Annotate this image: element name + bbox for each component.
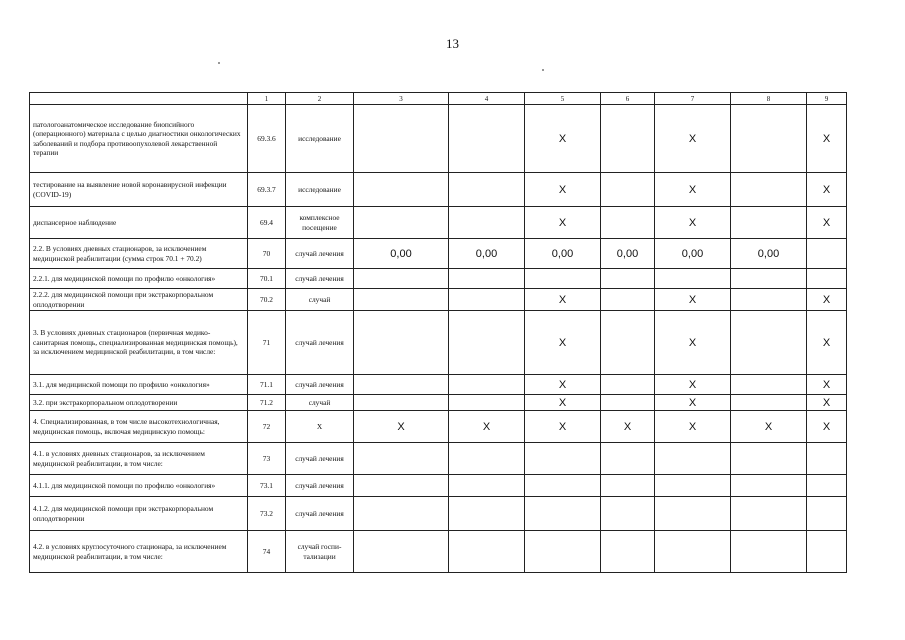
value-cell-col6 xyxy=(601,311,655,375)
value-cell-col6 xyxy=(601,173,655,207)
row-name-cell: 4.1.1. для медицинской помощи по профилю «онкология» xyxy=(30,475,248,497)
value-cell-col7 xyxy=(655,475,731,497)
value-cell-col4 xyxy=(449,443,525,475)
value-cell-col4 xyxy=(449,173,525,207)
row-unit-cell: исследование xyxy=(286,105,354,173)
table-row xyxy=(30,411,847,443)
value-cell-col8 xyxy=(731,375,807,395)
value-cell-col3 xyxy=(354,475,449,497)
value-cell-col7: X xyxy=(655,411,731,443)
row-code-cell: 73 xyxy=(248,443,286,475)
value-cell-col6 xyxy=(601,443,655,475)
row-code-cell: 73.2 xyxy=(248,497,286,531)
value-cell-col3 xyxy=(354,443,449,475)
page-number: 13 xyxy=(446,36,459,51)
report-table xyxy=(29,92,847,573)
table-body xyxy=(30,93,847,573)
table-row xyxy=(30,375,847,395)
value-cell-col7 xyxy=(655,269,731,289)
row-unit-cell: случай xyxy=(286,395,354,411)
row-unit-cell: случай лечения xyxy=(286,497,354,531)
value-cell-col3 xyxy=(354,497,449,531)
row-name-cell: тестирование на выявление новой коронавирусной инфекции (COVID-19) xyxy=(30,173,248,207)
value-cell-col8 xyxy=(731,395,807,411)
row-name-cell: 3.2. при экстракорпоральном оплодотворении xyxy=(30,395,248,411)
row-code-cell: 70.2 xyxy=(248,289,286,311)
row-code-cell: 73.1 xyxy=(248,475,286,497)
value-cell-col9 xyxy=(807,239,847,269)
value-cell-col3 xyxy=(354,395,449,411)
value-cell-col3 xyxy=(354,289,449,311)
row-code-cell: 71.1 xyxy=(248,375,286,395)
value-cell-col9 xyxy=(807,269,847,289)
value-cell-col4 xyxy=(449,475,525,497)
row-unit-cell: случай xyxy=(286,289,354,311)
row-code-cell: 74 xyxy=(248,531,286,573)
value-cell-col8 xyxy=(731,497,807,531)
value-cell-col5: 0,00 xyxy=(525,239,601,269)
value-cell-col7: X xyxy=(655,375,731,395)
scan-speck xyxy=(542,69,544,71)
value-cell-col9 xyxy=(807,443,847,475)
value-cell-col8 xyxy=(731,105,807,173)
value-cell-col3 xyxy=(354,531,449,573)
value-cell-col5: X xyxy=(525,411,601,443)
row-code-cell: 69.3.7 xyxy=(248,173,286,207)
row-name-cell: 2.2.1. для медицинской помощи по профилю «онкология» xyxy=(30,269,248,289)
value-cell-col4 xyxy=(449,269,525,289)
value-cell-col8 xyxy=(731,269,807,289)
header-row xyxy=(30,93,847,105)
row-name-cell: 4.1.2. для медицинской помощи при экстракорпоральном оплодотворении xyxy=(30,497,248,531)
header-cell: 3 xyxy=(354,93,449,105)
header-cell: 2 xyxy=(286,93,354,105)
row-unit-cell: случай лечения xyxy=(286,443,354,475)
row-unit-cell: случай лечения xyxy=(286,375,354,395)
value-cell-col5 xyxy=(525,497,601,531)
row-unit-cell: случай лечения xyxy=(286,311,354,375)
table-row xyxy=(30,105,847,173)
value-cell-col3 xyxy=(354,269,449,289)
value-cell-col8 xyxy=(731,173,807,207)
table-row xyxy=(30,395,847,411)
row-unit-cell: комплексное посещение xyxy=(286,207,354,239)
value-cell-col5: X xyxy=(525,105,601,173)
value-cell-col7: 0,00 xyxy=(655,239,731,269)
header-cell: 4 xyxy=(449,93,525,105)
value-cell-col8 xyxy=(731,207,807,239)
value-cell-col3 xyxy=(354,105,449,173)
value-cell-col9 xyxy=(807,531,847,573)
value-cell-col5 xyxy=(525,269,601,289)
table-row xyxy=(30,289,847,311)
value-cell-col8: 0,00 xyxy=(731,239,807,269)
value-cell-col4 xyxy=(449,531,525,573)
value-cell-col3 xyxy=(354,311,449,375)
value-cell-col7: X xyxy=(655,289,731,311)
header-cell: 8 xyxy=(731,93,807,105)
value-cell-col7: X xyxy=(655,173,731,207)
value-cell-col6 xyxy=(601,105,655,173)
row-name-cell: 2.2.2. для медицинской помощи при экстракорпоральном оплодотворении xyxy=(30,289,248,311)
value-cell-col4 xyxy=(449,207,525,239)
header-cell: 7 xyxy=(655,93,731,105)
value-cell-col7: X xyxy=(655,105,731,173)
row-name-cell: 4. Специализированная, в том числе высокотехнологичная, медицинская помощь, включая медицинскую помощь: xyxy=(30,411,248,443)
value-cell-col9 xyxy=(807,475,847,497)
value-cell-col5: X xyxy=(525,311,601,375)
value-cell-col7 xyxy=(655,531,731,573)
table-row xyxy=(30,475,847,497)
value-cell-col5 xyxy=(525,475,601,497)
value-cell-col9: X xyxy=(807,207,847,239)
row-code-cell: 69.3.6 xyxy=(248,105,286,173)
value-cell-col5 xyxy=(525,531,601,573)
table-row xyxy=(30,497,847,531)
row-code-cell: 71 xyxy=(248,311,286,375)
value-cell-col6 xyxy=(601,497,655,531)
row-code-cell: 69.4 xyxy=(248,207,286,239)
value-cell-col8 xyxy=(731,531,807,573)
value-cell-col7 xyxy=(655,497,731,531)
scan-speck xyxy=(218,62,220,64)
value-cell-col4: X xyxy=(449,411,525,443)
row-unit-cell: случай лечения xyxy=(286,239,354,269)
value-cell-col6 xyxy=(601,531,655,573)
row-code-cell: 72 xyxy=(248,411,286,443)
header-cell: 6 xyxy=(601,93,655,105)
header-cell: 5 xyxy=(525,93,601,105)
value-cell-col9 xyxy=(807,497,847,531)
row-name-cell: 2.2. В условиях дневных стационаров, за исключением медицинской реабилитации (сумма строк 70.1 + 70.2) xyxy=(30,239,248,269)
value-cell-col9: X xyxy=(807,105,847,173)
value-cell-col8 xyxy=(731,311,807,375)
value-cell-col5: X xyxy=(525,173,601,207)
value-cell-col4 xyxy=(449,289,525,311)
table-row xyxy=(30,173,847,207)
value-cell-col4 xyxy=(449,497,525,531)
row-name-cell: диспансерное наблюдение xyxy=(30,207,248,239)
table-row xyxy=(30,207,847,239)
value-cell-col6: X xyxy=(601,411,655,443)
value-cell-col9: X xyxy=(807,395,847,411)
value-cell-col3: 0,00 xyxy=(354,239,449,269)
value-cell-col5: X xyxy=(525,207,601,239)
table-row xyxy=(30,269,847,289)
value-cell-col6 xyxy=(601,269,655,289)
value-cell-col3 xyxy=(354,207,449,239)
value-cell-col9: X xyxy=(807,173,847,207)
row-unit-cell: случай лечения xyxy=(286,475,354,497)
value-cell-col8 xyxy=(731,289,807,311)
value-cell-col6 xyxy=(601,475,655,497)
row-unit-cell: случай госпитализации xyxy=(286,531,354,573)
value-cell-col5: X xyxy=(525,395,601,411)
value-cell-col6 xyxy=(601,395,655,411)
value-cell-col8 xyxy=(731,443,807,475)
value-cell-col5: X xyxy=(525,289,601,311)
row-unit-cell: исследование xyxy=(286,173,354,207)
row-name-cell: патологоанатомическое исследование биопсийного (операционного) материала с целью диагностики онкологических заболеваний и подбора противоопухолевой лекарственной терапии xyxy=(30,105,248,173)
value-cell-col6: 0,00 xyxy=(601,239,655,269)
value-cell-col4 xyxy=(449,311,525,375)
row-code-cell: 70 xyxy=(248,239,286,269)
value-cell-col4: 0,00 xyxy=(449,239,525,269)
table-row xyxy=(30,239,847,269)
value-cell-col6 xyxy=(601,289,655,311)
value-cell-col3 xyxy=(354,375,449,395)
value-cell-col6 xyxy=(601,207,655,239)
header-cell: 9 xyxy=(807,93,847,105)
row-name-cell: 3. В условиях дневных стационаров (первичная медико-санитарная помощь, специализированная медицинская помощь), за исключением медицинской реабилитации, в том числе: xyxy=(30,311,248,375)
table-row xyxy=(30,531,847,573)
value-cell-col9: X xyxy=(807,375,847,395)
value-cell-col8 xyxy=(731,475,807,497)
value-cell-col6 xyxy=(601,375,655,395)
table-row xyxy=(30,311,847,375)
value-cell-col7: X xyxy=(655,311,731,375)
value-cell-col8: X xyxy=(731,411,807,443)
row-name-cell: 3.1. для медицинской помощи по профилю «онкология» xyxy=(30,375,248,395)
header-cell: 1 xyxy=(248,93,286,105)
value-cell-col7 xyxy=(655,443,731,475)
row-unit-cell: X xyxy=(286,411,354,443)
value-cell-col7: X xyxy=(655,207,731,239)
row-unit-cell: случай лечения xyxy=(286,269,354,289)
value-cell-col3 xyxy=(354,173,449,207)
row-name-cell: 4.2. в условиях круглосуточного стационара, за исключением медицинской реабилитации, в том числе: xyxy=(30,531,248,573)
row-code-cell: 70.1 xyxy=(248,269,286,289)
value-cell-col3: X xyxy=(354,411,449,443)
value-cell-col9: X xyxy=(807,411,847,443)
value-cell-col4 xyxy=(449,105,525,173)
value-cell-col5: X xyxy=(525,375,601,395)
value-cell-col9: X xyxy=(807,311,847,375)
table-row xyxy=(30,443,847,475)
value-cell-col5 xyxy=(525,443,601,475)
value-cell-col9: X xyxy=(807,289,847,311)
row-code-cell: 71.2 xyxy=(248,395,286,411)
value-cell-col7: X xyxy=(655,395,731,411)
value-cell-col4 xyxy=(449,395,525,411)
value-cell-col4 xyxy=(449,375,525,395)
row-name-cell: 4.1. в условиях дневных стационаров, за исключением медицинской реабилитации, в том числе: xyxy=(30,443,248,475)
header-cell xyxy=(30,93,248,105)
